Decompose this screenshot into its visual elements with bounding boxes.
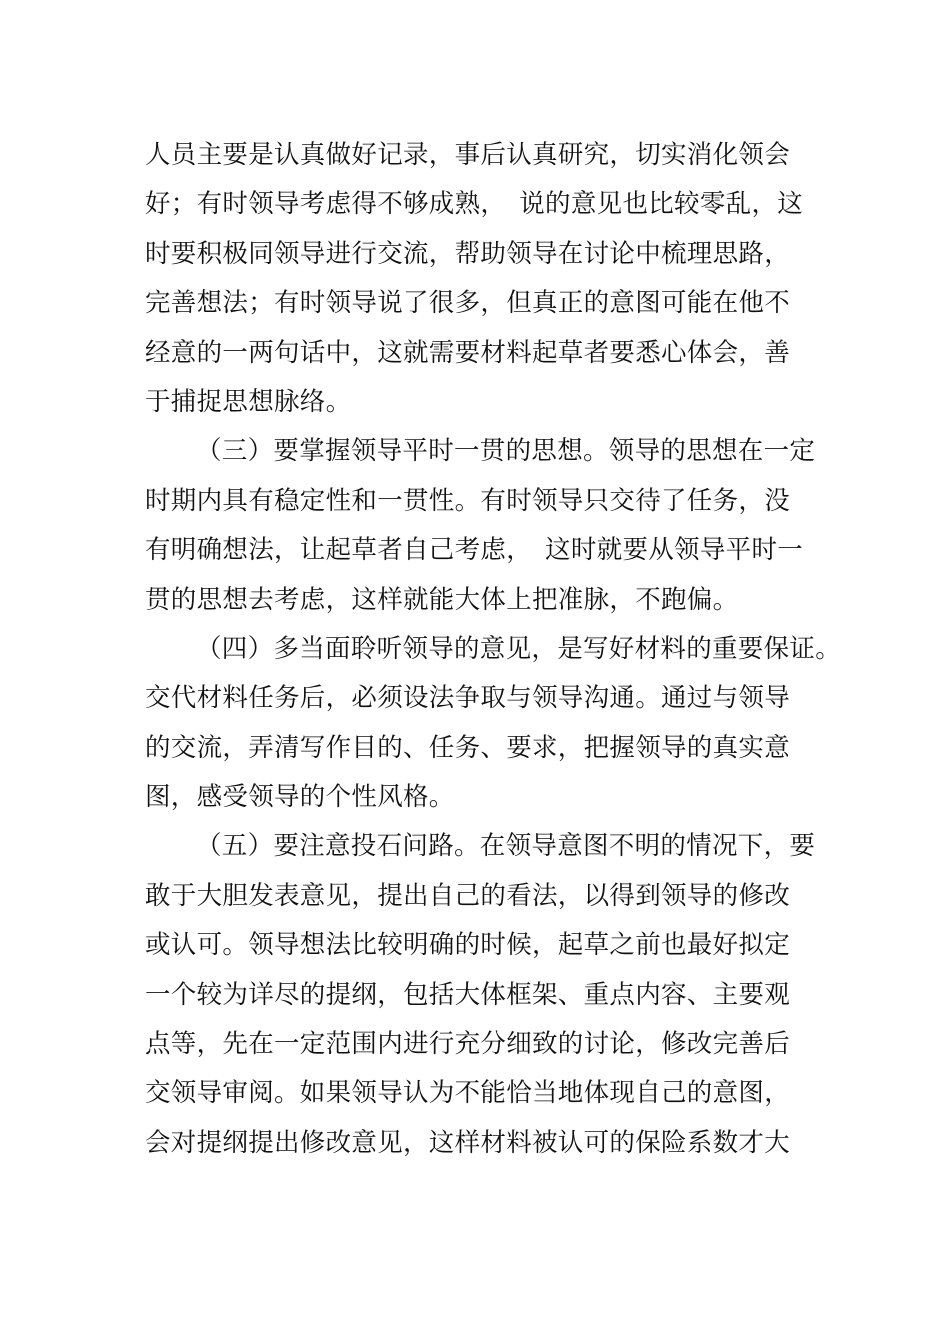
- text-line: 一个较为详尽的提纲，包括大体框架、重点内容、主要观: [145, 979, 791, 1010]
- text-line: 完善想法；有时领导说了很多，但真正的意图可能在他不: [145, 288, 791, 319]
- text-line: 有明确想法，让起草者自己考虑， 这时就要从领导平时一: [145, 535, 804, 566]
- text-line: 交代材料任务后，必须设法争取与领导沟通。通过与领导: [145, 683, 791, 714]
- text-line: 经意的一两句话中，这就需要材料起草者要悉心体会，善: [145, 337, 791, 368]
- text-line: 敢于大胆发表意见，提出自己的看法，以得到领导的修改: [145, 880, 791, 911]
- paragraph-heading-line: （五）要注意投石问路。在领导意图不明的情况下，要: [196, 831, 816, 862]
- text-line: 点等，先在一定范围内进行充分细致的讨论，修改完善后: [145, 1029, 791, 1060]
- text-line: 贯的思想去考虑，这样就能大体上把准脉，不跑偏。: [145, 584, 739, 615]
- text-line: 于捕捉思想脉络。: [145, 386, 352, 417]
- text-line: 交领导审阅。如果领导认为不能恰当地体现自己的意图，: [145, 1078, 791, 1109]
- text-line: 好；有时领导考虑得不够成熟， 说的意见也比较零乱，这: [145, 189, 804, 220]
- text-line: 会对提纲提出修改意见，这样材料被认可的保险系数才大: [145, 1127, 791, 1158]
- body-text: [145, 131, 842, 1168]
- text-line: 时要积极同领导进行交流，帮助领导在讨论中梳理思路，: [145, 238, 791, 269]
- paragraph-heading-line: （四）多当面聆听领导的意见，是写好材料的重要保证。: [196, 633, 842, 664]
- text-line: 图，感受领导的个性风格。: [145, 782, 455, 813]
- text-line: 时期内具有稳定性和一贯性。有时领导只交待了任务，没: [145, 485, 791, 516]
- text-line: 人员主要是认真做好记录，事后认真研究，切实消化领会: [145, 140, 791, 170]
- paragraph-heading-line: （三）要掌握领导平时一贯的思想。领导的思想在一定: [196, 436, 816, 467]
- text-line: 或认可。领导想法比较明确的时候，起草之前也最好拟定: [145, 930, 791, 961]
- text-line: 的交流，弄清写作目的、任务、要求，把握领导的真实意: [145, 732, 791, 763]
